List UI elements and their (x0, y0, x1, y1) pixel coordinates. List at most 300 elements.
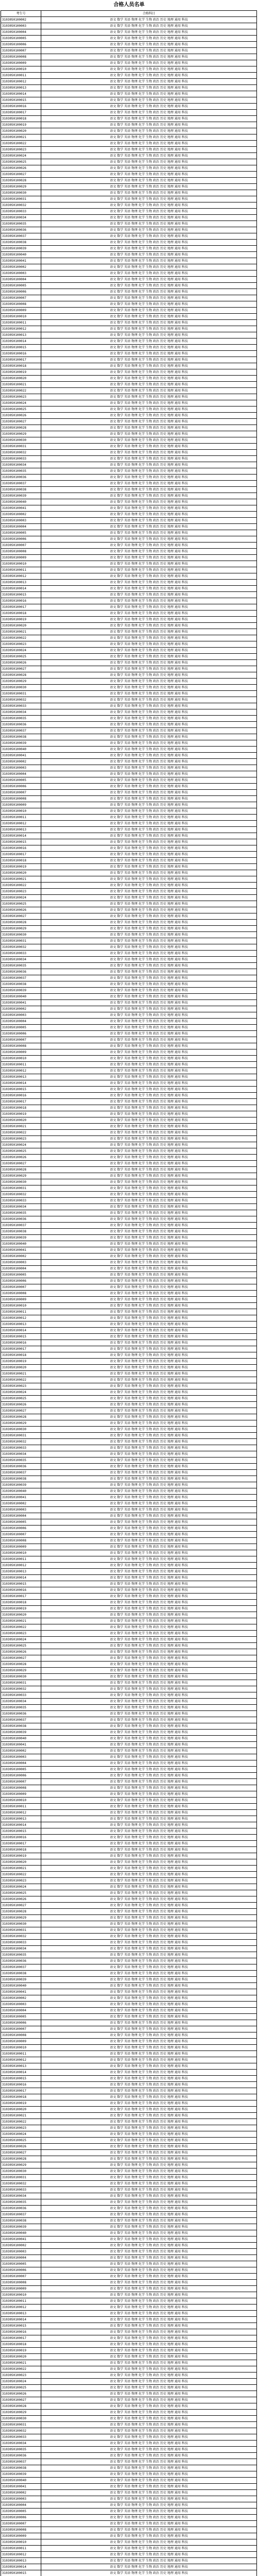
candidate-id: 3103050100006 (1, 289, 41, 295)
passed-subjects: 语文 数学 英语 物理 化学 生物 政治 历史 地理 通用 科技 (41, 1742, 257, 1748)
candidate-id: 3103050100014 (1, 1822, 41, 1828)
passed-subjects: 语文 数学 英语 物理 化学 生物 政治 历史 地理 通用 科技 (41, 1723, 257, 1730)
table-row (1, 777, 257, 784)
candidate-id: 3103050100039 (1, 1482, 41, 1488)
table-row (1, 1377, 257, 1383)
passed-subjects: 语文 数学 英语 物理 化学 生物 政治 历史 地理 通用 科技 (41, 1352, 257, 1359)
passed-subjects: 语文 数学 英语 物理 化学 生物 政治 历史 地理 通用 科技 (41, 747, 257, 753)
candidate-id: 3103050100040 (1, 2478, 41, 2484)
passed-subjects: 语文 数学 英语 物理 化学 生物 政治 历史 地理 通用 科技 (41, 635, 257, 641)
table-row (1, 66, 257, 73)
passed-subjects: 语文 数学 英语 物理 化学 生物 政治 历史 地理 通用 科技 (41, 2088, 257, 2094)
passed-subjects: 语文 数学 英语 物理 化学 生物 政治 历史 地理 通用 科技 (41, 2138, 257, 2144)
passed-subjects: 语文 数学 英语 物理 化学 生物 政治 历史 地理 通用 科技 (41, 1266, 257, 1272)
passed-subjects: 语文 数学 英语 物理 化学 生物 政治 历史 地理 通用 科技 (41, 1544, 257, 1550)
passed-subjects: 语文 数学 英语 物理 化学 生物 政治 历史 地理 通用 科技 (41, 1371, 257, 1377)
passed-subjects: 语文 数学 英语 物理 化学 生物 政治 历史 地理 通用 科技 (41, 2002, 257, 2008)
passed-subjects: 语文 数学 英语 物理 化学 生物 政治 历史 地理 通用 科技 (41, 988, 257, 994)
passed-subjects: 语文 数学 英语 物理 化学 生物 政治 历史 地理 通用 科技 (41, 258, 257, 264)
table-row (1, 1884, 257, 1890)
passed-subjects: 语文 数学 英语 物理 化学 生物 政治 历史 地理 通用 科技 (41, 753, 257, 759)
passed-subjects: 语文 数学 英语 物理 化学 生物 政治 历史 地理 通用 科技 (41, 2274, 257, 2280)
table-row (1, 2372, 257, 2379)
candidate-id: 3103050100012 (1, 1563, 41, 1569)
candidate-id: 3103050100032 (1, 697, 41, 703)
candidate-id: 3103050100003 (1, 1012, 41, 1019)
passed-subjects: 语文 数学 英语 物理 化学 生物 政治 历史 地理 通用 科技 (41, 1532, 257, 1538)
passed-subjects: 语文 数学 英语 物理 化学 生物 政治 历史 地理 通用 科技 (41, 536, 257, 543)
candidate-id: 3103050100022 (1, 883, 41, 889)
table-row (1, 2026, 257, 2032)
table-row (1, 833, 257, 839)
table-row (1, 1983, 257, 1989)
candidate-id: 3103050100028 (1, 2156, 41, 2162)
table-row (1, 808, 257, 815)
candidate-id: 3103050100030 (1, 1427, 41, 1433)
table-row (1, 1309, 257, 1315)
candidate-id: 3103050100017 (1, 1099, 41, 1105)
candidate-id: 3103050100031 (1, 1185, 41, 1192)
table-row (1, 1958, 257, 1964)
table-row (1, 623, 257, 629)
passed-subjects: 语文 数学 英语 物理 化学 生物 政治 历史 地理 通用 科技 (41, 1142, 257, 1148)
table-row (1, 2298, 257, 2304)
passed-subjects: 语文 数学 英语 物理 化学 生物 政治 历史 地理 通用 科技 (41, 1031, 257, 1037)
candidate-id: 3103050100017 (1, 604, 41, 611)
table-row (1, 685, 257, 691)
table-row (1, 1303, 257, 1309)
table-row (1, 2175, 257, 2181)
table-row (1, 1062, 257, 1068)
table-row (1, 1853, 257, 1859)
candidate-id: 3103050100009 (1, 2039, 41, 2045)
table-row (1, 202, 257, 209)
passed-subjects: 语文 数学 英语 物理 化学 生物 政治 历史 地理 通用 科技 (41, 1297, 257, 1303)
table-row (1, 567, 257, 573)
passed-subjects: 语文 数学 英语 物理 化学 生物 政治 历史 地理 通用 科技 (41, 1853, 257, 1859)
table-row (1, 944, 257, 951)
candidate-id: 3103050100011 (1, 815, 41, 821)
candidate-id: 3103050100025 (1, 1643, 41, 1649)
candidate-id: 3103050100035 (1, 1705, 41, 1711)
passed-subjects: 语文 数学 英语 物理 化学 生物 政治 历史 地理 通用 科技 (41, 2484, 257, 2490)
table-row (1, 1198, 257, 1204)
candidate-id: 3103050100013 (1, 1569, 41, 1575)
passed-subjects: 语文 数学 英语 物理 化学 生物 政治 历史 地理 通用 科技 (41, 821, 257, 827)
candidate-id: 3103050100033 (1, 1940, 41, 1946)
passed-subjects: 语文 数学 英语 物理 化学 生物 政治 历史 地理 通用 科技 (41, 1334, 257, 1340)
candidate-id: 3103050100023 (1, 1631, 41, 1637)
candidate-id: 3103050100006 (1, 1031, 41, 1037)
table-row (1, 666, 257, 672)
passed-subjects: 语文 数学 英语 物理 化学 生物 政治 历史 地理 通用 科技 (41, 1896, 257, 1903)
table-row (1, 549, 257, 555)
table-row (1, 561, 257, 567)
candidate-id: 3103050100010 (1, 66, 41, 73)
passed-subjects: 语文 数学 英语 物理 化学 生物 政治 历史 地理 通用 科技 (41, 2175, 257, 2181)
candidate-id: 3103050100017 (1, 357, 41, 363)
passed-subjects: 语文 数学 英语 物理 化学 生物 政治 历史 地理 通用 科技 (41, 858, 257, 864)
passed-subjects: 语文 数学 英语 物理 化学 生物 政治 历史 地理 通用 科技 (41, 938, 257, 944)
table-row (1, 400, 257, 406)
table-row (1, 2255, 257, 2261)
table-row (1, 1179, 257, 1185)
candidate-id: 3103050100040 (1, 747, 41, 753)
passed-subjects: 语文 数学 英语 物理 化学 生物 政治 历史 地理 通用 科技 (41, 771, 257, 777)
table-row (1, 2465, 257, 2471)
table-row (1, 406, 257, 413)
passed-subjects: 语文 数学 英语 物理 化学 生物 政治 历史 地理 通用 科技 (41, 1043, 257, 1049)
candidate-id: 3103050100010 (1, 1550, 41, 1556)
passed-subjects: 语文 数学 英语 物理 化学 生物 政治 历史 地理 通用 科技 (41, 17, 257, 23)
table-row (1, 196, 257, 202)
passed-subjects: 语文 数学 英语 物理 化学 生物 政治 历史 地理 通用 科技 (41, 2335, 257, 2342)
passed-subjects: 语文 数学 英语 物理 化学 生物 政治 历史 地理 通用 科技 (41, 2156, 257, 2162)
candidate-id: 3103050100018 (1, 1847, 41, 1853)
candidate-id: 3103050100025 (1, 1148, 41, 1155)
table-row (1, 2527, 257, 2533)
candidate-id: 3103050100039 (1, 246, 41, 252)
table-row (1, 1754, 257, 1760)
passed-subjects: 语文 数学 英语 物理 化学 生物 政治 历史 地理 通用 科技 (41, 913, 257, 920)
table-row (1, 2323, 257, 2329)
passed-subjects: 语文 数学 英语 物理 化学 生物 政治 历史 地理 通用 科技 (41, 679, 257, 685)
table-row (1, 524, 257, 530)
passed-subjects: 语文 数学 英语 物理 化学 生物 政治 历史 地理 通用 科技 (41, 2323, 257, 2329)
table-row (1, 981, 257, 988)
passed-subjects: 语文 数学 英语 物理 化学 生物 政治 历史 地理 通用 科技 (41, 2459, 257, 2465)
candidate-id: 3103050100022 (1, 2366, 41, 2372)
passed-subjects: 语文 数学 英语 物理 化学 生物 政治 历史 地理 通用 科技 (41, 2057, 257, 2063)
candidate-id: 3103050100021 (1, 629, 41, 635)
candidate-id: 3103050100024 (1, 1142, 41, 1148)
candidate-id: 3103050100017 (1, 110, 41, 116)
passed-subjects: 语文 数学 英语 物理 化学 生物 政治 历史 地理 通用 科技 (41, 2298, 257, 2304)
table-row (1, 128, 257, 134)
candidate-id: 3103050100016 (1, 104, 41, 110)
table-row (1, 116, 257, 122)
passed-subjects: 语文 数学 英语 物理 化学 生物 政治 历史 地理 通用 科技 (41, 1346, 257, 1352)
passed-subjects: 语文 数学 英语 物理 化学 生物 政治 历史 地理 通用 科技 (41, 499, 257, 505)
table-row (1, 1315, 257, 1321)
passed-subjects: 语文 数学 英语 物理 化学 生物 政治 历史 地理 通用 科技 (41, 1408, 257, 1414)
table-row (1, 227, 257, 233)
passed-subjects: 语文 数学 英语 物理 化学 生物 政治 历史 地理 通用 科技 (41, 2094, 257, 2100)
table-row (1, 901, 257, 907)
table-row (1, 17, 257, 23)
table-row (1, 1711, 257, 1717)
table-row (1, 264, 257, 270)
candidate-id: 3103050100016 (1, 1340, 41, 1346)
table-row (1, 172, 257, 178)
candidate-id: 3103050100002 (1, 759, 41, 765)
candidate-id: 3103050100023 (1, 641, 41, 648)
table-row (1, 1618, 257, 1624)
candidate-id: 3103050100007 (1, 2521, 41, 2527)
table-row (1, 1742, 257, 1748)
table-row (1, 784, 257, 790)
passed-subjects: 语文 数学 英语 物理 化学 生物 政治 历史 地理 通用 科技 (41, 1866, 257, 1872)
candidate-id: 3103050100039 (1, 1977, 41, 1983)
table-header-row (1, 11, 257, 17)
candidate-id: 3103050100027 (1, 2397, 41, 2403)
passed-subjects: 语文 数学 英语 物理 化学 生物 政治 历史 地理 通用 科技 (41, 2150, 257, 2156)
passed-subjects: 语文 数学 英语 物理 化学 生物 政治 历史 地理 通用 科技 (41, 2558, 257, 2564)
candidate-id: 3103050100024 (1, 2131, 41, 2138)
candidate-id: 3103050100033 (1, 703, 41, 709)
passed-subjects: 语文 数学 英语 物理 化学 生物 政治 历史 地理 通用 科技 (41, 1192, 257, 1198)
passed-subjects: 语文 数学 英语 物理 化学 生物 政治 历史 地理 通用 科技 (41, 611, 257, 617)
table-row (1, 1068, 257, 1074)
candidate-id: 3103050100015 (1, 2570, 41, 2576)
candidate-id: 3103050100016 (1, 2329, 41, 2335)
candidate-id: 3103050100010 (1, 2045, 41, 2051)
passed-subjects: 语文 数学 英语 物理 化学 生物 政治 历史 地理 通用 科技 (41, 852, 257, 858)
passed-subjects: 语文 数学 英语 物理 化学 生物 政治 历史 地理 通用 科技 (41, 29, 257, 36)
column-header-subjects: 合格科目 (41, 11, 257, 17)
candidate-id: 3103050100009 (1, 1297, 41, 1303)
candidate-id: 3103050100022 (1, 1377, 41, 1383)
table-row (1, 2564, 257, 2570)
passed-subjects: 语文 数学 英语 物理 化学 生物 政治 历史 地理 通用 科技 (41, 1179, 257, 1185)
candidate-id: 3103050100023 (1, 1383, 41, 1389)
table-row (1, 1544, 257, 1550)
passed-subjects: 语文 数学 英语 物理 化学 生物 政治 历史 地理 通用 科技 (41, 981, 257, 988)
table-row (1, 617, 257, 623)
candidate-id: 3103050100034 (1, 1451, 41, 1458)
table-row (1, 1940, 257, 1946)
passed-subjects: 语文 数学 英语 物理 化学 生物 政治 历史 地理 通用 科技 (41, 196, 257, 202)
passed-subjects: 语文 数学 英语 物理 化学 生物 政治 历史 地理 通用 科技 (41, 1513, 257, 1519)
table-row (1, 2206, 257, 2212)
candidate-id: 3103050100014 (1, 91, 41, 97)
passed-subjects: 语文 数学 英语 物理 化学 生物 政治 历史 地理 通用 科技 (41, 147, 257, 153)
passed-subjects: 语文 数学 英语 物理 化学 生物 政治 历史 地理 通用 科技 (41, 202, 257, 209)
candidate-id: 3103050100011 (1, 1556, 41, 1563)
passed-subjects: 语文 数学 英语 物理 化学 生物 政治 历史 地理 通用 科技 (41, 2391, 257, 2397)
passed-subjects: 语文 数学 英语 物理 化学 生物 政治 历史 地理 通用 科技 (41, 598, 257, 604)
candidate-id: 3103050100022 (1, 1624, 41, 1631)
candidate-id: 3103050100019 (1, 2348, 41, 2354)
passed-subjects: 语文 数学 英语 物理 化学 生物 政治 历史 地理 通用 科技 (41, 357, 257, 363)
candidate-id: 3103050100009 (1, 2533, 41, 2539)
passed-subjects: 语文 数学 英语 物理 化学 生物 政治 历史 地理 通用 科技 (41, 2082, 257, 2088)
candidate-id: 3103050100010 (1, 1798, 41, 1804)
passed-subjects: 语文 数学 英语 物理 化学 生物 政治 历史 地理 通用 科技 (41, 2447, 257, 2453)
table-row (1, 1124, 257, 1130)
table-row (1, 1161, 257, 1167)
table-row (1, 611, 257, 617)
table-row (1, 1056, 257, 1062)
passed-subjects: 语文 数学 英语 物理 化学 生物 政治 历史 地理 通用 科技 (41, 1019, 257, 1025)
passed-subjects: 语文 数学 英语 物理 化学 生物 政治 历史 地理 通用 科技 (41, 1439, 257, 1445)
candidate-table (1, 10, 257, 2576)
passed-subjects: 语文 数学 英语 物理 化学 生物 政治 历史 地理 通用 科技 (41, 165, 257, 172)
table-row (1, 1025, 257, 1031)
table-row (1, 1989, 257, 1995)
table-row (1, 963, 257, 969)
passed-subjects: 语文 数学 英语 物理 化学 生物 政治 历史 地理 通用 科技 (41, 2181, 257, 2187)
passed-subjects: 语文 数学 英语 物理 化学 生物 政治 历史 地理 通用 科技 (41, 1247, 257, 1253)
passed-subjects: 语文 数学 英语 物理 化学 生物 政治 历史 地理 通用 科技 (41, 802, 257, 808)
passed-subjects: 语文 数学 英语 物理 化学 生物 政治 历史 地理 通用 科技 (41, 833, 257, 839)
passed-subjects: 语文 数学 英语 物理 化学 生物 政治 历史 地理 通用 科技 (41, 1445, 257, 1451)
passed-subjects: 语文 数学 英语 物理 化学 生物 政治 历史 地理 通用 科技 (41, 376, 257, 382)
candidate-id: 3103050100029 (1, 184, 41, 190)
candidate-id: 3103050100041 (1, 258, 41, 264)
candidate-id: 3103050100013 (1, 2311, 41, 2317)
passed-subjects: 语文 数学 英语 物理 化学 生物 政治 历史 地理 通用 科技 (41, 957, 257, 963)
passed-subjects: 语文 数学 英语 物理 化学 生物 政治 历史 地理 通用 科技 (41, 2119, 257, 2125)
passed-subjects: 语文 数学 英语 物理 化学 生物 政治 历史 地理 通用 科技 (41, 549, 257, 555)
table-row (1, 2057, 257, 2063)
candidate-id: 3103050100032 (1, 944, 41, 951)
passed-subjects: 语文 数学 英语 物理 化学 生物 政治 历史 地理 通用 科技 (41, 2193, 257, 2199)
table-row (1, 413, 257, 419)
passed-subjects: 语文 数学 英语 物理 化学 生物 政治 历史 地理 通用 科技 (41, 1309, 257, 1315)
passed-subjects: 语文 数学 英语 物理 化学 生物 政治 历史 地理 通用 科技 (41, 1804, 257, 1810)
passed-subjects: 语文 数学 英语 物理 化学 生物 政治 历史 地理 通用 科技 (41, 2311, 257, 2317)
passed-subjects: 语文 数学 英语 物理 化学 生物 政治 历史 地理 通用 科技 (41, 1216, 257, 1223)
passed-subjects: 语文 数学 英语 物理 化学 生物 政治 历史 地理 通用 科技 (41, 91, 257, 97)
passed-subjects: 语文 数学 英语 物理 化学 生物 政治 历史 地理 通用 科技 (41, 252, 257, 258)
passed-subjects: 语文 数学 英语 物理 化学 生物 政治 历史 地理 通用 科技 (41, 586, 257, 592)
table-row (1, 1538, 257, 1544)
candidate-id: 3103050100008 (1, 2032, 41, 2039)
candidate-id: 3103050100016 (1, 351, 41, 357)
table-row (1, 839, 257, 845)
passed-subjects: 语文 数学 英语 物理 化学 生物 政治 历史 地理 通用 科技 (41, 23, 257, 29)
candidate-id: 3103050100011 (1, 2298, 41, 2304)
passed-subjects: 语文 数学 英语 物理 化学 生物 政治 历史 地理 通用 科技 (41, 240, 257, 246)
candidate-id: 3103050100041 (1, 2236, 41, 2243)
candidate-id: 3103050100033 (1, 951, 41, 957)
candidate-id: 3103050100031 (1, 196, 41, 202)
candidate-id: 3103050100013 (1, 1074, 41, 1080)
table-row (1, 42, 257, 48)
passed-subjects: 语文 数学 英语 物理 化学 生物 政治 历史 地理 通用 科技 (41, 1427, 257, 1433)
candidate-id: 3103050100031 (1, 444, 41, 450)
candidate-id: 3103050100021 (1, 382, 41, 388)
candidate-id: 3103050100015 (1, 1087, 41, 1093)
table-row (1, 209, 257, 215)
table-row (1, 1501, 257, 1507)
candidate-id: 3103050100041 (1, 753, 41, 759)
passed-subjects: 语文 数学 英语 物理 化学 生物 政治 历史 地理 通用 科技 (41, 2100, 257, 2107)
candidate-id: 3103050100012 (1, 821, 41, 827)
passed-subjects: 语文 数学 英语 物理 化学 生物 政治 历史 地理 通用 科技 (41, 1952, 257, 1958)
candidate-id: 3103050100035 (1, 1458, 41, 1464)
passed-subjects: 语文 数学 英语 物理 化学 生物 政治 历史 地理 通用 科技 (41, 462, 257, 468)
table-row (1, 233, 257, 240)
passed-subjects: 语文 数学 英语 物理 化学 生物 政治 历史 地理 通用 科技 (41, 190, 257, 196)
table-row (1, 697, 257, 703)
candidate-id: 3103050100038 (1, 487, 41, 493)
passed-subjects: 语文 数学 英语 物理 化学 生物 政治 历史 地理 通用 科技 (41, 2570, 257, 2576)
table-row (1, 1340, 257, 1346)
passed-subjects: 语文 数学 英语 物理 化学 生物 政治 历史 地理 通用 科技 (41, 895, 257, 901)
candidate-id: 3103050100020 (1, 2354, 41, 2360)
passed-subjects: 语文 数学 英语 物理 化学 生物 政治 历史 地理 通用 科技 (41, 1173, 257, 1179)
passed-subjects: 语文 数学 英语 物理 化学 生物 政治 历史 地理 通用 科技 (41, 1779, 257, 1785)
table-row (1, 2515, 257, 2521)
table-row (1, 1192, 257, 1198)
passed-subjects: 语文 数学 英语 物理 化学 生物 政治 历史 地理 通用 科技 (41, 926, 257, 932)
table-row (1, 1699, 257, 1705)
passed-subjects: 语文 数学 英语 物理 化学 生物 政治 历史 地理 通用 科技 (41, 332, 257, 338)
passed-subjects: 语文 数学 英语 物理 化学 生物 政治 历史 地理 通用 科技 (41, 1185, 257, 1192)
passed-subjects: 语文 数学 英语 物理 化学 生物 政治 历史 地理 通用 科技 (41, 845, 257, 852)
candidate-id: 3103050100021 (1, 1124, 41, 1130)
table-row (1, 1556, 257, 1563)
table-row (1, 592, 257, 598)
table-row (1, 2484, 257, 2490)
table-row (1, 1148, 257, 1155)
candidate-id: 3103050100008 (1, 2527, 41, 2533)
table-row (1, 301, 257, 308)
table-row (1, 308, 257, 314)
candidate-id: 3103050100023 (1, 394, 41, 400)
table-row (1, 2131, 257, 2138)
passed-subjects: 语文 数学 英语 物理 化学 生物 政治 历史 地理 通用 科技 (41, 1631, 257, 1637)
table-row (1, 190, 257, 196)
candidate-id: 3103050100015 (1, 839, 41, 845)
passed-subjects: 语文 数学 英语 物理 化学 生物 政治 历史 地理 通用 科技 (41, 351, 257, 357)
candidate-id: 3103050100009 (1, 308, 41, 314)
candidate-id: 3103050100014 (1, 1575, 41, 1581)
candidate-id: 3103050100017 (1, 852, 41, 858)
candidate-id: 3103050100006 (1, 1773, 41, 1779)
candidate-id: 3103050100018 (1, 116, 41, 122)
candidate-id: 3103050100004 (1, 524, 41, 530)
table-row (1, 790, 257, 796)
table-row (1, 1890, 257, 1896)
candidate-id: 3103050100005 (1, 1519, 41, 1526)
passed-subjects: 语文 数学 英语 物理 化学 生物 政治 历史 地理 通用 科技 (41, 1130, 257, 1136)
candidate-id: 3103050100040 (1, 1983, 41, 1989)
candidate-id: 3103050100010 (1, 2539, 41, 2546)
passed-subjects: 语文 数学 英语 物理 化学 生物 政治 历史 地理 通用 科技 (41, 1117, 257, 1124)
table-row (1, 1903, 257, 1909)
candidate-id: 3103050100015 (1, 592, 41, 598)
candidate-id: 3103050100035 (1, 221, 41, 227)
table-row (1, 289, 257, 295)
candidate-id: 3103050100025 (1, 159, 41, 165)
candidate-id: 3103050100020 (1, 2107, 41, 2113)
passed-subjects: 语文 数学 英语 物理 化学 生物 政治 历史 地理 通用 科技 (41, 2144, 257, 2150)
candidate-id: 3103050100036 (1, 1216, 41, 1223)
table-row (1, 2422, 257, 2428)
candidate-id: 3103050100021 (1, 1866, 41, 1872)
passed-subjects: 语文 数学 英语 物理 化学 生物 政治 历史 地理 通用 科技 (41, 1921, 257, 1927)
passed-subjects: 语文 数学 英语 物理 化学 生物 政治 历史 地理 通用 科技 (41, 1989, 257, 1995)
passed-subjects: 语文 数学 英语 物理 化学 生物 政治 历史 地理 通用 科技 (41, 1798, 257, 1804)
table-row (1, 91, 257, 97)
table-row (1, 920, 257, 926)
candidate-id: 3103050100041 (1, 2484, 41, 2490)
passed-subjects: 语文 数学 英语 物理 化学 生物 政治 历史 地理 通用 科技 (41, 2249, 257, 2255)
table-row (1, 2193, 257, 2199)
candidate-id: 3103050100031 (1, 691, 41, 697)
table-row (1, 1247, 257, 1253)
candidate-id: 3103050100023 (1, 2125, 41, 2131)
passed-subjects: 语文 数学 英语 物理 化学 生物 政治 历史 地理 通用 科技 (41, 709, 257, 716)
candidate-id: 3103050100027 (1, 172, 41, 178)
table-row (1, 2552, 257, 2558)
table-row (1, 2088, 257, 2094)
passed-subjects: 语文 数学 英语 物理 化学 生物 政治 历史 地理 通用 科技 (41, 654, 257, 660)
table-row (1, 2144, 257, 2150)
